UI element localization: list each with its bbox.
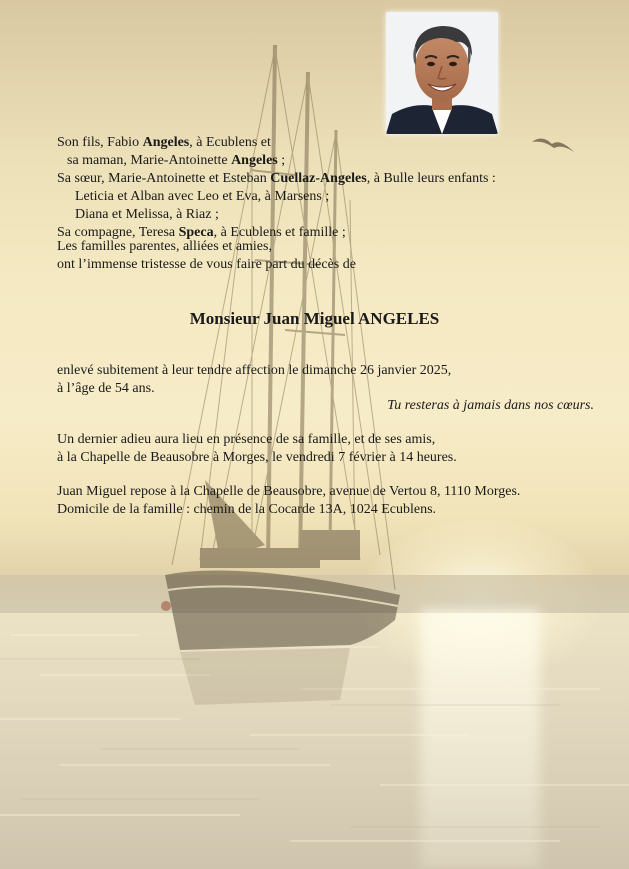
text: Sa sœur, Marie-Antoinette et Esteban xyxy=(57,171,271,186)
announcement-line-1: Les familles parentes, alliées et amies, xyxy=(57,239,272,254)
text: , à Bulle leurs enfants : xyxy=(366,171,496,186)
family-line-children-2: Diana et Melissa, à Riaz ; xyxy=(75,207,219,222)
rest-line: Juan Miguel repose à la Chapelle de Beausobre, avenue de Vertou 8, 1110 Morges. xyxy=(57,484,521,499)
announcement xyxy=(57,238,356,274)
text: Sa compagne, Teresa xyxy=(57,225,179,240)
family-address-line: Domicile de la famille : chemin de la Cocarde 13A, 1024 Ecublens. xyxy=(57,502,437,517)
portrait-photo xyxy=(386,12,498,134)
rest-and-address xyxy=(57,483,520,519)
family-line-sister xyxy=(57,170,496,188)
death-notice-line-2: à l’âge de 54 ans. xyxy=(57,381,155,396)
text: ; xyxy=(277,153,286,168)
surname: Speca xyxy=(178,225,214,240)
deceased-name: Monsieur Juan Miguel ANGELES xyxy=(189,309,440,328)
ceremony-line-2: à la Chapelle de Beausobre à Morges, le vendredi 7 février à 14 heures. xyxy=(57,450,457,465)
family-line-mother xyxy=(57,152,496,170)
family-list xyxy=(57,134,496,242)
announcement-line-2: ont l’immense tristesse de vous faire part du décès de xyxy=(57,257,356,272)
death-notice xyxy=(57,362,451,398)
ceremony-line-1: Un dernier adieu aura lieu en présence de sa famille, et de ses amis, xyxy=(57,432,436,447)
ceremony-info xyxy=(57,431,457,467)
family-line-children-1: Leticia et Alban avec Leo et Eva, à Marsens ; xyxy=(75,189,330,204)
death-notice-line-1: enlevé subitement à leur tendre affection le dimanche 26 janvier 2025, xyxy=(57,363,452,378)
surname: Angeles xyxy=(142,135,190,150)
text: , à Ecublens et famille ; xyxy=(213,225,346,240)
text: Son fils, Fabio xyxy=(57,135,143,150)
seagull-icon xyxy=(530,134,576,158)
surname: Cuellaz-Angeles xyxy=(270,171,367,186)
text: sa maman, Marie-Antoinette xyxy=(67,153,232,168)
memorial-quote: Tu resteras à jamais dans nos cœurs. xyxy=(387,398,594,413)
family-line-son xyxy=(57,134,496,152)
surname: Angeles xyxy=(231,153,278,168)
text: , à Ecublens et xyxy=(189,135,271,150)
